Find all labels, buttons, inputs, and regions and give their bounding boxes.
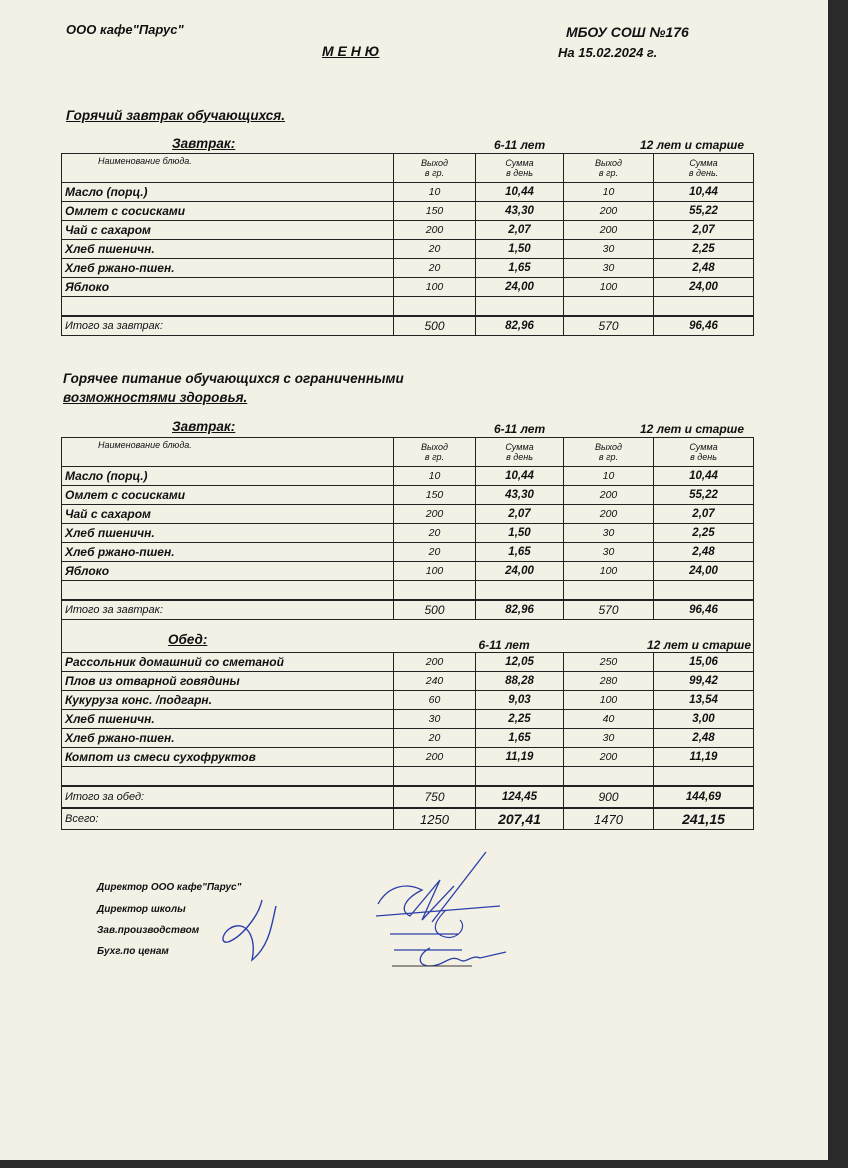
lunch-age-label-2: 12 лет и старше <box>564 620 754 653</box>
out-2: 10 <box>564 183 654 202</box>
grand-total-label: Всего: <box>62 808 394 830</box>
section2-age-label-2: 12 лет и старше <box>640 422 745 436</box>
sum-1: 1,50 <box>476 524 564 543</box>
dish-name: Хлеб пшеничн. <box>62 524 394 543</box>
sum-1: 10,44 <box>476 183 564 202</box>
out-1: 200 <box>394 505 476 524</box>
col-header-out1: Выход в гр. <box>394 438 476 467</box>
dish-name: Хлеб пшеничн. <box>62 710 394 729</box>
total-row <box>62 600 754 620</box>
lunch-header-row <box>62 620 754 653</box>
lunch-total-out-1: 750 <box>394 786 476 808</box>
sum-2: 2,48 <box>654 259 754 278</box>
section2-title-line2: возможностями здоровья. <box>63 390 248 405</box>
sum-2: 11,19 <box>654 748 754 767</box>
total-sum-2: 96,46 <box>654 600 754 620</box>
lunch-total-sum-1: 124,45 <box>476 786 564 808</box>
sum-2: 2,07 <box>654 505 754 524</box>
dish-name: Хлеб ржано-пшен. <box>62 729 394 748</box>
section2-title-line1: Горячее питание обучающихся с ограниченными <box>63 371 404 386</box>
col-header-name: Наименование блюда. <box>62 154 394 183</box>
sum-2: 2,25 <box>654 240 754 259</box>
total-out-2: 570 <box>564 316 654 336</box>
dish-name: Чай с сахаром <box>62 221 394 240</box>
sum-2: 2,25 <box>654 524 754 543</box>
sum-1: 43,30 <box>476 202 564 221</box>
sum-2: 24,00 <box>654 278 754 297</box>
dish-name: Чай с сахаром <box>62 505 394 524</box>
out-1: 150 <box>394 202 476 221</box>
out-1: 10 <box>394 183 476 202</box>
out-2: 30 <box>564 729 654 748</box>
lunch-age-label-1: 6-11 лет <box>476 620 564 653</box>
table-row <box>62 748 754 767</box>
grand-total-out-2: 1470 <box>564 808 654 830</box>
sign-director-cafe: Директор ООО кафе"Парус" <box>97 882 242 893</box>
out-2: 200 <box>564 202 654 221</box>
table-row <box>62 767 754 787</box>
table-row <box>62 486 754 505</box>
out-1: 240 <box>394 672 476 691</box>
total-out-1: 500 <box>394 316 476 336</box>
sign-director-school: Директор школы <box>97 904 186 915</box>
out-2: 10 <box>564 467 654 486</box>
out-1: 10 <box>394 467 476 486</box>
dish-name: Масло (порц.) <box>62 467 394 486</box>
sign-production: Зав.производством <box>97 925 200 936</box>
out-1: 200 <box>394 748 476 767</box>
grand-total-sum-1: 207,41 <box>476 808 564 830</box>
dish-name: Хлеб ржано-пшен. <box>62 543 394 562</box>
table-header-row <box>62 438 754 467</box>
table-row <box>62 467 754 486</box>
dish-name: Кукуруза конс. /подгарн. <box>62 691 394 710</box>
total-out-1: 500 <box>394 600 476 620</box>
sum-1: 1,65 <box>476 729 564 748</box>
sum-1: 2,25 <box>476 710 564 729</box>
out-1: 20 <box>394 240 476 259</box>
total-row <box>62 316 754 336</box>
sum-1: 1,65 <box>476 259 564 278</box>
col-header-out2: Выход в гр. <box>564 154 654 183</box>
total-sum-1: 82,96 <box>476 600 564 620</box>
dish-name: Омлет с сосисками <box>62 202 394 221</box>
table-row <box>62 221 754 240</box>
table-row <box>62 562 754 581</box>
sum-1: 24,00 <box>476 278 564 297</box>
sum-1: 11,19 <box>476 748 564 767</box>
col-header-sum2: Сумма в день. <box>654 154 754 183</box>
sum-2: 24,00 <box>654 562 754 581</box>
sum-1: 2,07 <box>476 221 564 240</box>
col-header-out2: Выход в гр. <box>564 438 654 467</box>
school-name: МБОУ СОШ №176 <box>566 24 689 40</box>
out-1: 200 <box>394 653 476 672</box>
out-2: 200 <box>564 486 654 505</box>
handwritten-signatures <box>210 850 520 980</box>
table-row <box>62 653 754 672</box>
sum-2: 10,44 <box>654 467 754 486</box>
out-2: 250 <box>564 653 654 672</box>
total-sum-1: 82,96 <box>476 316 564 336</box>
out-1: 20 <box>394 524 476 543</box>
sum-2: 13,54 <box>654 691 754 710</box>
dish-name: Плов из отварной говядины <box>62 672 394 691</box>
grand-total-out-1: 1250 <box>394 808 476 830</box>
table-header-row <box>62 154 754 183</box>
out-1: 200 <box>394 221 476 240</box>
sum-2: 99,42 <box>654 672 754 691</box>
total-label: Итого за завтрак: <box>62 316 394 336</box>
out-2: 30 <box>564 259 654 278</box>
sum-1: 10,44 <box>476 467 564 486</box>
out-1: 30 <box>394 710 476 729</box>
out-2: 30 <box>564 543 654 562</box>
out-1: 60 <box>394 691 476 710</box>
out-1: 20 <box>394 543 476 562</box>
sum-1: 88,28 <box>476 672 564 691</box>
sum-1: 2,07 <box>476 505 564 524</box>
sum-2: 2,48 <box>654 543 754 562</box>
sign-accountant: Бухг.по ценам <box>97 946 169 957</box>
col-header-sum2: Сумма в день <box>654 438 754 467</box>
section1-title: Горячий завтрак обучающихся. <box>66 108 285 123</box>
lunch-label: Обед: <box>168 632 208 647</box>
dish-name: Компот из смеси сухофруктов <box>62 748 394 767</box>
table-row <box>62 710 754 729</box>
grand-total-sum-2: 241,15 <box>654 808 754 830</box>
out-2: 200 <box>564 221 654 240</box>
col-header-sum1: Сумма в день <box>476 438 564 467</box>
sum-1: 43,30 <box>476 486 564 505</box>
sum-2: 15,06 <box>654 653 754 672</box>
sum-1: 1,65 <box>476 543 564 562</box>
table-row <box>62 505 754 524</box>
lunch-total-label: Итого за обед: <box>62 786 394 808</box>
section1-breakfast-table <box>61 153 754 336</box>
section1-meal-label: Завтрак: <box>172 136 236 151</box>
col-header-sum1: Сумма в день <box>476 154 564 183</box>
sum-2: 55,22 <box>654 202 754 221</box>
out-1: 20 <box>394 259 476 278</box>
lunch-total-sum-2: 144,69 <box>654 786 754 808</box>
out-2: 100 <box>564 562 654 581</box>
lunch-total-out-2: 900 <box>564 786 654 808</box>
dish-name: Яблоко <box>62 562 394 581</box>
total-out-2: 570 <box>564 600 654 620</box>
col-header-out1: Выход в гр. <box>394 154 476 183</box>
sum-1: 24,00 <box>476 562 564 581</box>
section1-age-label-2: 12 лет и старше <box>640 138 745 152</box>
table-row <box>62 240 754 259</box>
section2-meal-label: Завтрак: <box>172 419 236 434</box>
out-2: 280 <box>564 672 654 691</box>
out-2: 100 <box>564 278 654 297</box>
table-row <box>62 202 754 221</box>
sum-1: 9,03 <box>476 691 564 710</box>
out-2: 30 <box>564 240 654 259</box>
dish-name: Омлет с сосисками <box>62 486 394 505</box>
out-2: 30 <box>564 524 654 543</box>
table-row <box>62 259 754 278</box>
sum-2: 2,48 <box>654 729 754 748</box>
out-2: 40 <box>564 710 654 729</box>
page-title: М Е Н Ю <box>322 43 380 59</box>
sum-2: 2,07 <box>654 221 754 240</box>
out-1: 100 <box>394 278 476 297</box>
dish-name: Хлеб ржано-пшен. <box>62 259 394 278</box>
out-2: 100 <box>564 691 654 710</box>
lunch-total-row <box>62 786 754 808</box>
menu-date: На 15.02.2024 г. <box>558 45 658 60</box>
table-row <box>62 278 754 297</box>
table-row <box>62 183 754 202</box>
section2-table <box>61 437 754 830</box>
col-header-name: Наименование блюда. <box>62 438 394 467</box>
section1-age-label-1: 6-11 лет <box>494 138 546 152</box>
out-2: 200 <box>564 748 654 767</box>
table-row <box>62 297 754 317</box>
section2-age-label-1: 6-11 лет <box>494 422 546 436</box>
dish-name: Масло (порц.) <box>62 183 394 202</box>
out-1: 100 <box>394 562 476 581</box>
company-name: ООО кафе"Парус" <box>66 22 184 37</box>
sum-2: 55,22 <box>654 486 754 505</box>
table-row <box>62 729 754 748</box>
grand-total-row <box>62 808 754 830</box>
sum-2: 3,00 <box>654 710 754 729</box>
table-row <box>62 524 754 543</box>
dish-name: Хлеб пшеничн. <box>62 240 394 259</box>
sum-2: 10,44 <box>654 183 754 202</box>
sum-1: 12,05 <box>476 653 564 672</box>
table-row <box>62 672 754 691</box>
total-label: Итого за завтрак: <box>62 600 394 620</box>
dish-name: Яблоко <box>62 278 394 297</box>
out-1: 20 <box>394 729 476 748</box>
out-2: 200 <box>564 505 654 524</box>
total-sum-2: 96,46 <box>654 316 754 336</box>
table-row <box>62 543 754 562</box>
out-1: 150 <box>394 486 476 505</box>
table-row <box>62 581 754 601</box>
sum-1: 1,50 <box>476 240 564 259</box>
dish-name: Рассольник домашний со сметаной <box>62 653 394 672</box>
table-row <box>62 691 754 710</box>
